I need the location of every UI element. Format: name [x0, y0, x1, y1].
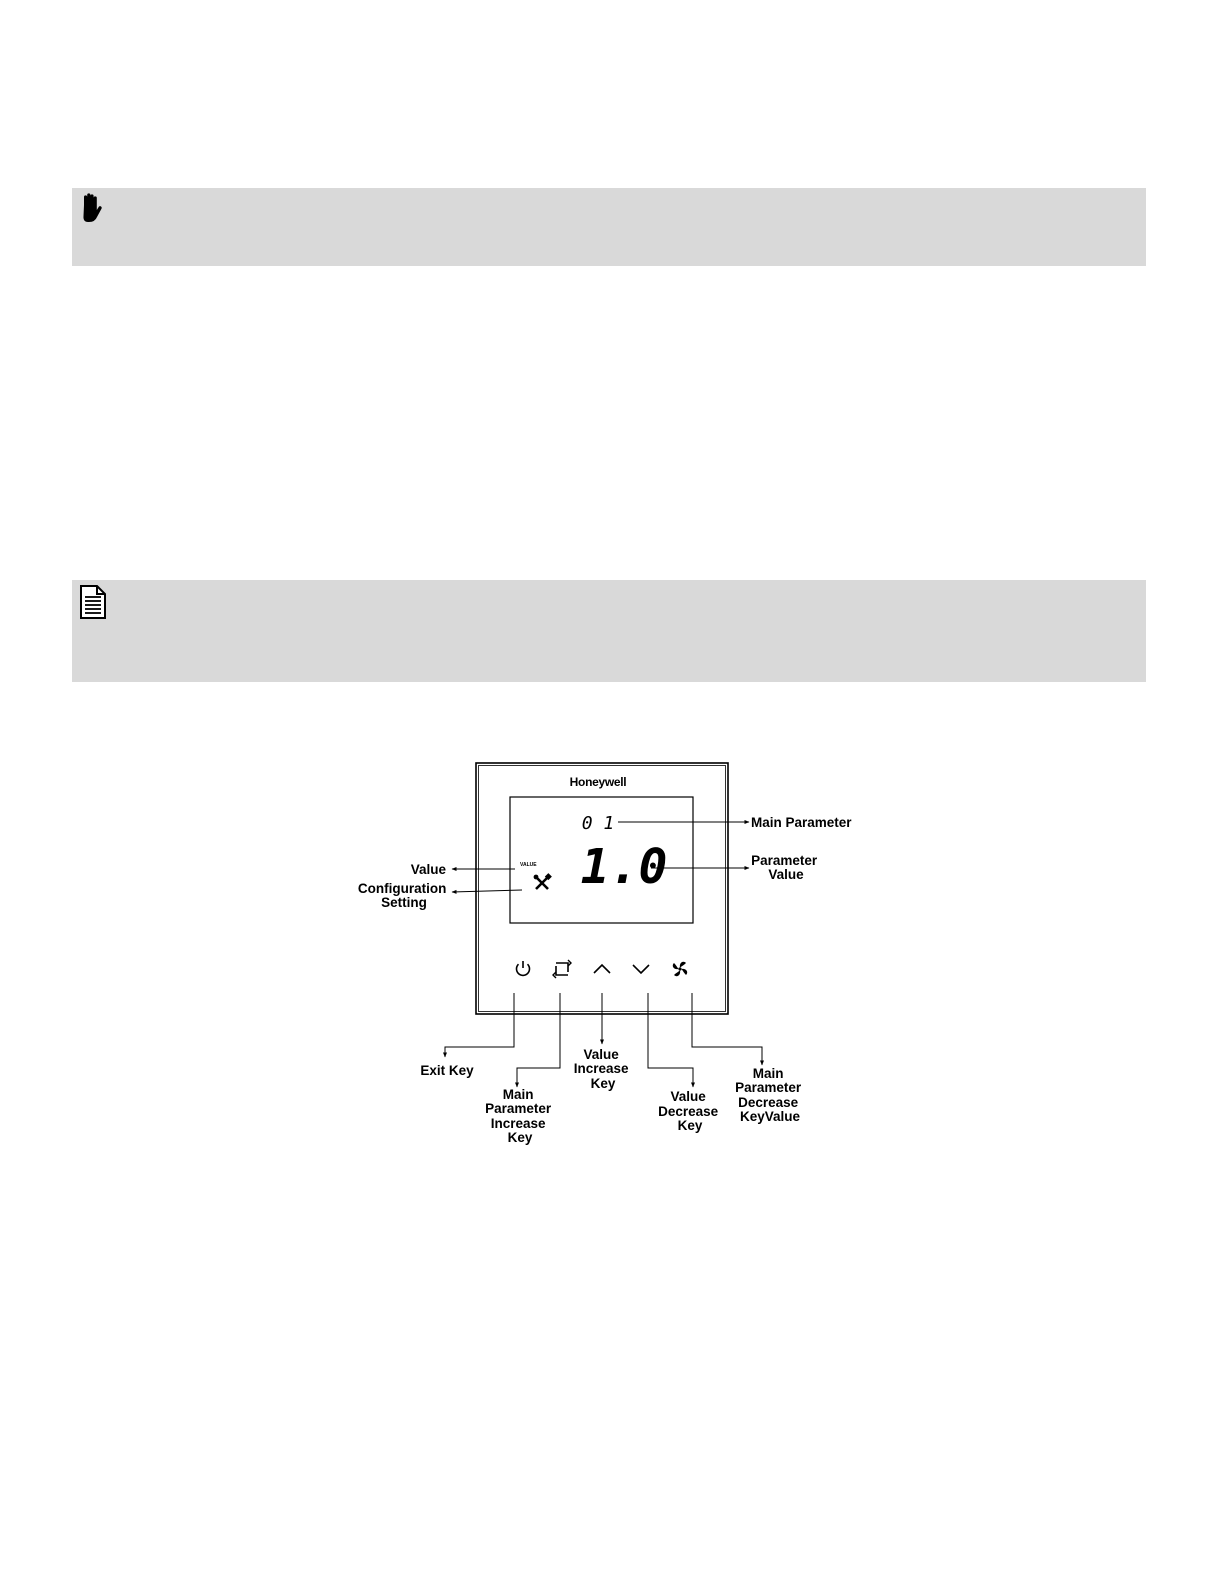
thermostat-diagram	[350, 755, 870, 1155]
label-configuration-setting: Configuration Setting	[357, 881, 447, 910]
hand-stop-icon	[78, 192, 104, 229]
label-main-parameter: Main Parameter	[751, 815, 852, 830]
caution-callout	[72, 188, 1146, 266]
brand-logo: Honeywell	[569, 775, 627, 789]
label-exit-key: Exit Key	[420, 1063, 474, 1078]
parameter-value-display: 1.0	[580, 839, 668, 895]
value-indicator: VALUE	[520, 862, 537, 868]
label-main-parameter-decrease-key: Main Parameter Decrease KeyValue	[735, 1066, 802, 1124]
label-main-parameter-increase-key: Main Parameter Increase Key	[485, 1087, 552, 1145]
label-value: Value	[410, 862, 446, 877]
label-parameter-value: Parameter Value	[751, 853, 818, 882]
document-note-icon	[78, 584, 108, 625]
note-callout	[72, 580, 1146, 682]
main-parameter-display: 0 1	[581, 813, 615, 834]
label-value-increase-key: Value Increase Key	[573, 1047, 629, 1091]
label-value-decrease-key: Value Decrease Key	[658, 1089, 719, 1133]
